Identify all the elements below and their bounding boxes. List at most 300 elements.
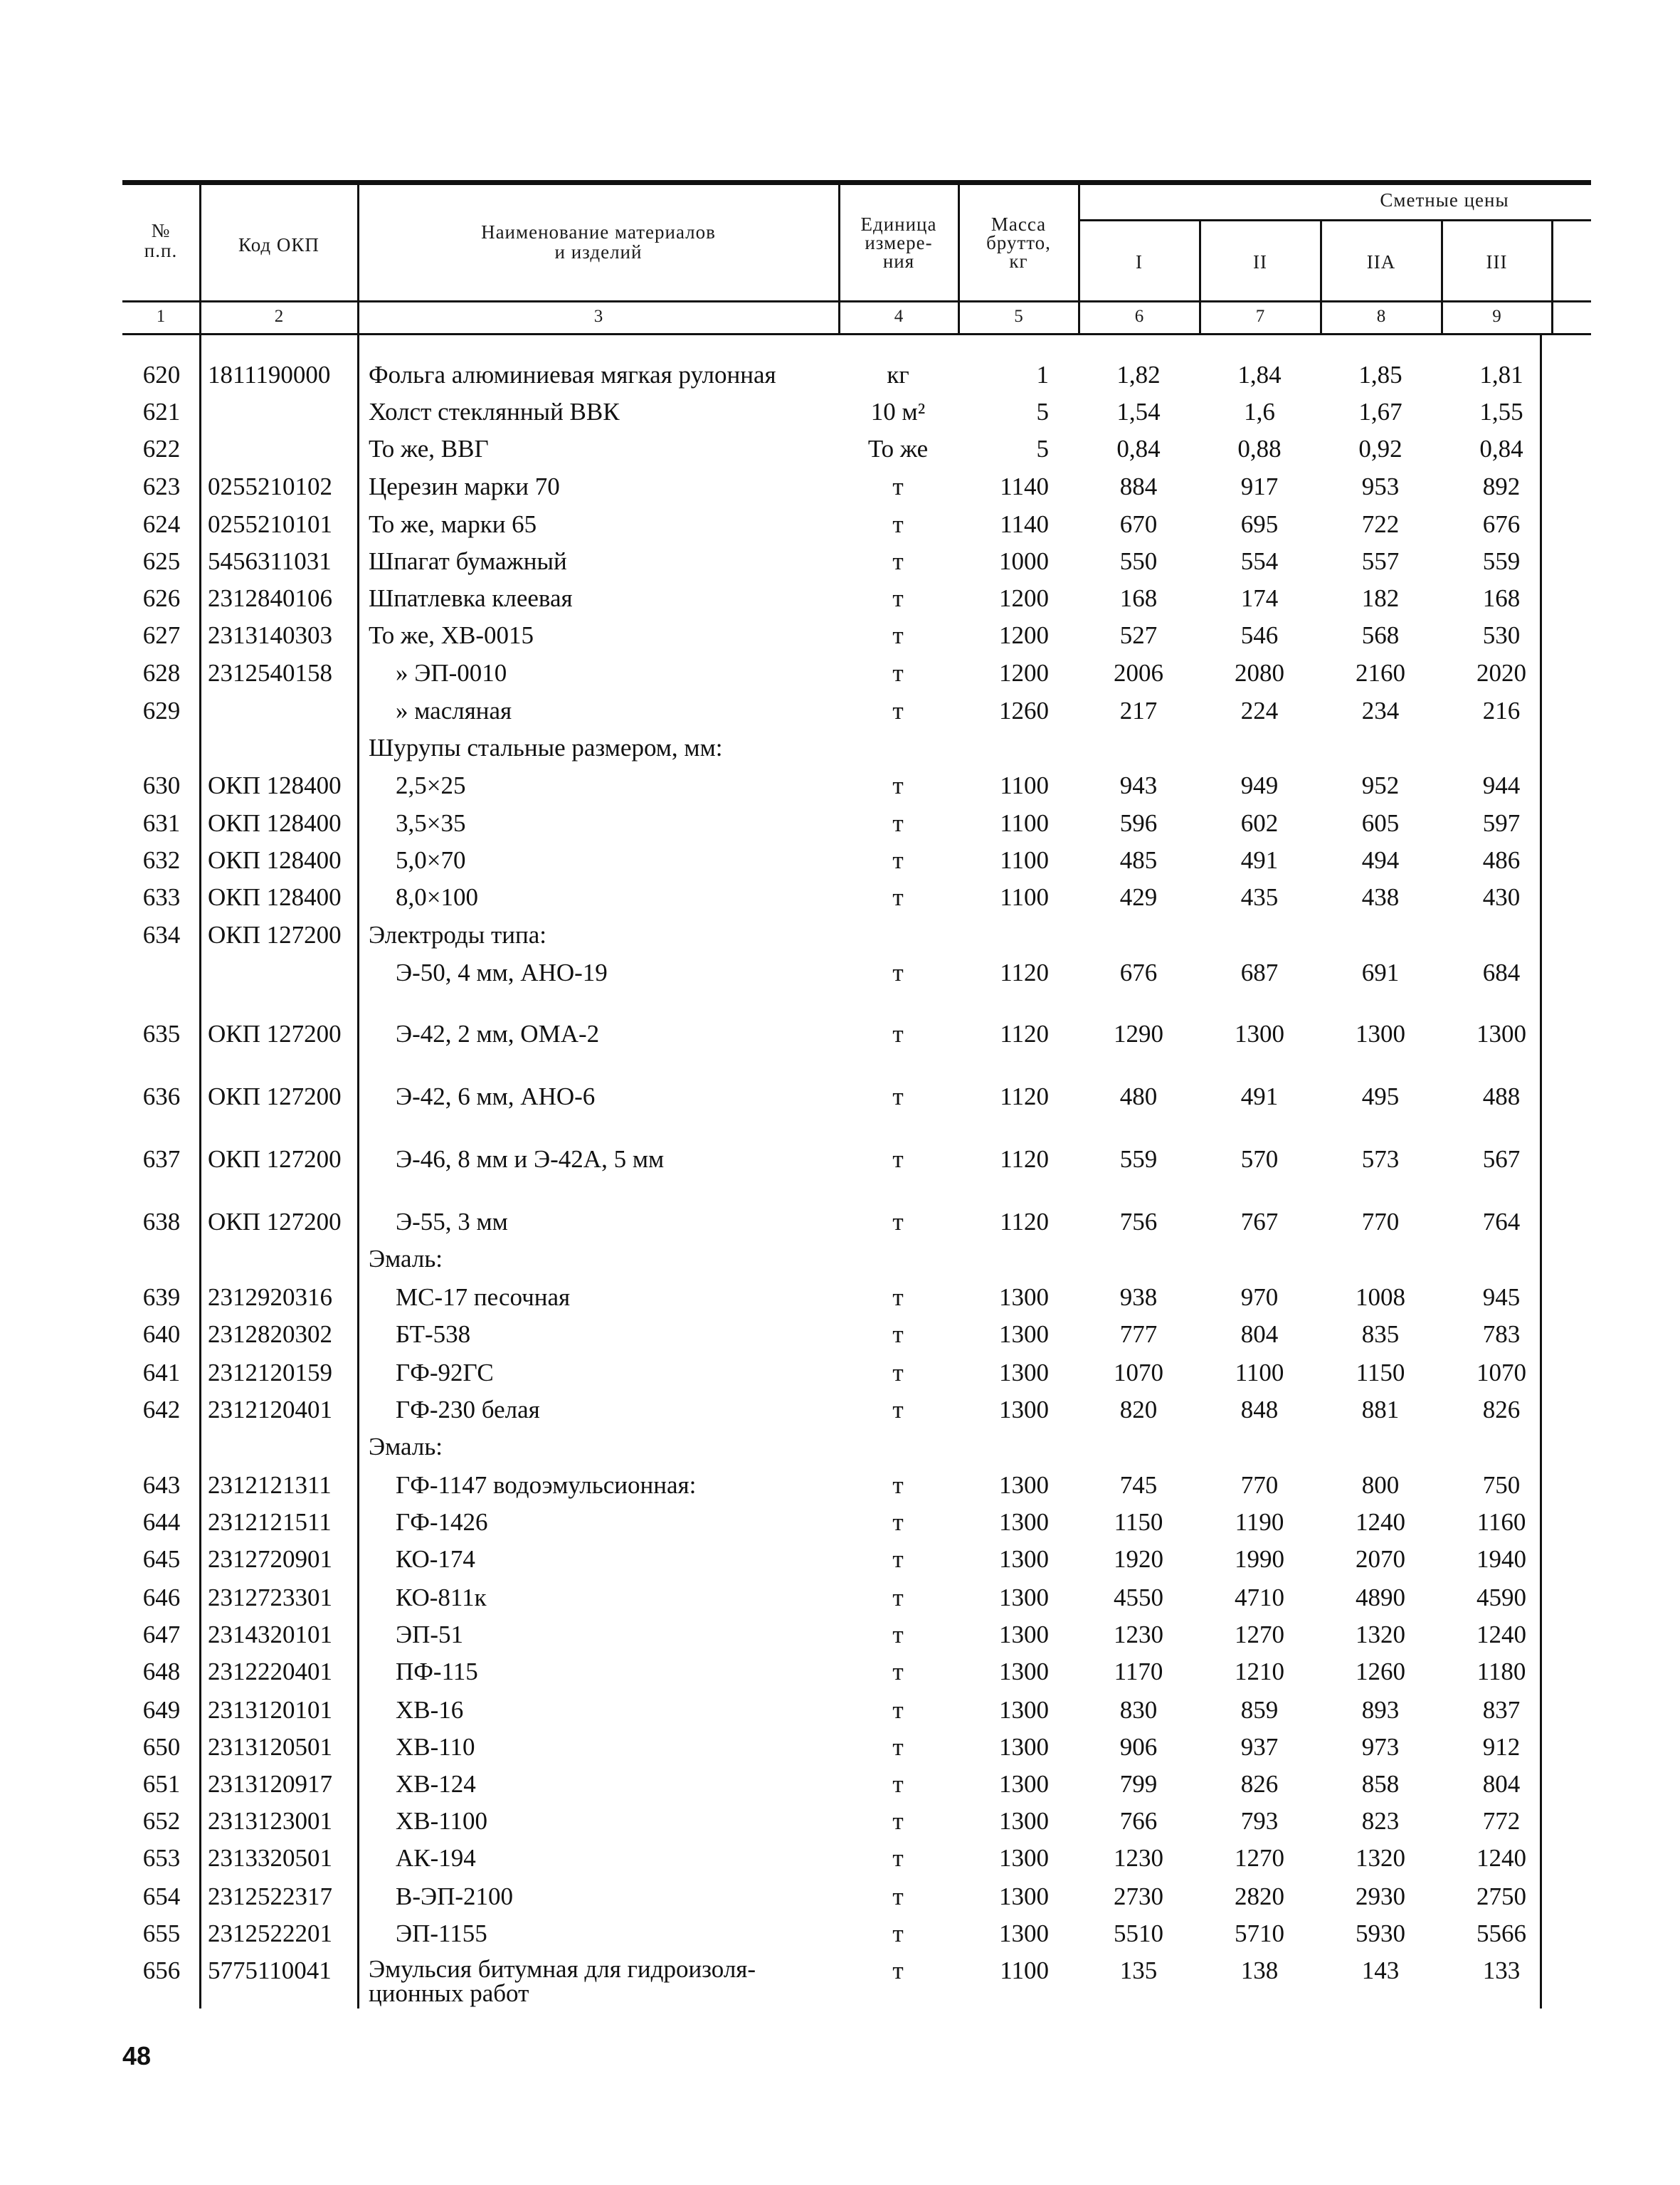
row-mass: 1120 bbox=[1000, 959, 1049, 986]
row-name: Электроды типа: bbox=[369, 921, 546, 949]
row-unit: т bbox=[892, 1770, 904, 1798]
row-price-2: 224 bbox=[1240, 697, 1279, 725]
header-group-rule bbox=[1078, 219, 1591, 221]
header-col-number: № п.п. bbox=[144, 220, 178, 261]
row-name: Церезин марки 70 bbox=[369, 473, 560, 500]
page-number: 48 bbox=[122, 2041, 152, 2070]
row-code: 2312840106 bbox=[208, 584, 332, 612]
row-price-3: 530 bbox=[1482, 621, 1521, 649]
row-number: 629 bbox=[142, 697, 181, 725]
row-price-2a: 1260 bbox=[1356, 1658, 1405, 1685]
row-price-2: 2820 bbox=[1235, 1883, 1284, 1910]
row-price-1: 596 bbox=[1119, 809, 1158, 837]
row-price-2: 793 bbox=[1240, 1807, 1279, 1835]
row-price-2a: 770 bbox=[1361, 1208, 1400, 1236]
row-price-2a: 1,67 bbox=[1358, 398, 1402, 426]
row-number: 651 bbox=[142, 1770, 181, 1798]
row-mass: 1100 bbox=[1000, 846, 1049, 874]
row-mass: 1300 bbox=[999, 1508, 1049, 1536]
row-number: 623 bbox=[142, 473, 181, 500]
row-price-2: 695 bbox=[1240, 510, 1279, 538]
column-number: 3 bbox=[593, 307, 603, 326]
row-mass: 5 bbox=[1036, 398, 1049, 426]
row-code: ОКП 127200 bbox=[208, 921, 342, 949]
row-code: 2312120401 bbox=[208, 1396, 332, 1423]
row-unit: т bbox=[892, 1584, 904, 1611]
row-mass: 1300 bbox=[999, 1584, 1049, 1611]
row-number: 642 bbox=[142, 1396, 181, 1423]
row-code: 1811190000 bbox=[208, 361, 331, 389]
row-number: 632 bbox=[142, 846, 181, 874]
row-number: 654 bbox=[142, 1883, 181, 1910]
row-price-1: 168 bbox=[1119, 584, 1158, 612]
row-unit: т bbox=[892, 1883, 904, 1910]
row-mass: 1300 bbox=[999, 1283, 1049, 1311]
row-price-3: 837 bbox=[1482, 1696, 1521, 1724]
row-name: БТ-538 bbox=[396, 1320, 471, 1348]
row-number: 628 bbox=[142, 659, 181, 687]
row-code: ОКП 128400 bbox=[208, 846, 342, 874]
row-number: 644 bbox=[142, 1508, 181, 1536]
column-number: 9 bbox=[1492, 307, 1501, 326]
row-price-3: 912 bbox=[1482, 1733, 1521, 1761]
row-price-2a: 835 bbox=[1361, 1320, 1400, 1348]
row-price-2a: 2930 bbox=[1356, 1883, 1405, 1910]
row-mass: 1300 bbox=[999, 1770, 1049, 1798]
row-mass: 1120 bbox=[1000, 1208, 1049, 1236]
row-mass: 1100 bbox=[1000, 883, 1049, 911]
header-col-unit: Единица измере- ния bbox=[860, 214, 937, 272]
row-number: 639 bbox=[142, 1283, 181, 1311]
row-price-2a: 1320 bbox=[1356, 1844, 1405, 1872]
row-number: 627 bbox=[142, 621, 181, 649]
row-name: Э-55, 3 мм bbox=[396, 1208, 508, 1236]
row-price-1: 1920 bbox=[1114, 1545, 1163, 1573]
row-number: 645 bbox=[142, 1545, 181, 1573]
row-number: 656 bbox=[142, 1957, 181, 1984]
row-price-2a: 800 bbox=[1361, 1471, 1400, 1499]
row-price-1: 0,84 bbox=[1116, 435, 1161, 463]
row-mass: 1300 bbox=[999, 1807, 1049, 1835]
row-name: » масляная bbox=[396, 697, 512, 725]
row-number: 652 bbox=[142, 1807, 181, 1835]
row-code: 2312522201 bbox=[208, 1920, 332, 1947]
row-price-2a: 234 bbox=[1361, 697, 1400, 725]
row-code: ОКП 128400 bbox=[208, 772, 342, 799]
row-code: 2312120159 bbox=[208, 1359, 332, 1386]
row-number: 633 bbox=[142, 883, 181, 911]
row-name: ЭП-1155 bbox=[396, 1920, 487, 1947]
row-price-2a: 973 bbox=[1361, 1733, 1400, 1761]
row-name: » ЭП-0010 bbox=[396, 659, 507, 687]
row-name: 5,0×70 bbox=[396, 846, 466, 874]
row-unit: т bbox=[892, 621, 904, 649]
row-price-2: 1270 bbox=[1235, 1844, 1284, 1872]
row-mass: 1300 bbox=[999, 1396, 1049, 1423]
row-price-2a: 691 bbox=[1361, 959, 1400, 986]
row-price-1: 1,54 bbox=[1116, 398, 1161, 426]
row-price-1: 2730 bbox=[1114, 1883, 1163, 1910]
row-price-3: 1070 bbox=[1476, 1359, 1526, 1386]
row-number: 640 bbox=[142, 1320, 181, 1348]
row-number: 636 bbox=[142, 1083, 181, 1110]
row-price-1: 1150 bbox=[1114, 1508, 1163, 1536]
row-price-1: 799 bbox=[1119, 1770, 1158, 1798]
row-name: Шпагат бумажный bbox=[369, 547, 567, 575]
row-name: ЭП-51 bbox=[396, 1621, 464, 1648]
row-unit: т bbox=[892, 846, 904, 874]
row-code: 2314320101 bbox=[208, 1621, 332, 1648]
row-unit: т bbox=[892, 1320, 904, 1348]
row-mass: 1260 bbox=[999, 697, 1049, 725]
header-number-rule bbox=[122, 333, 1591, 335]
row-mass: 5 bbox=[1036, 435, 1049, 463]
row-price-2a: 568 bbox=[1361, 621, 1400, 649]
row-name: Эмаль: bbox=[369, 1433, 443, 1460]
row-mass: 1300 bbox=[999, 1733, 1049, 1761]
row-price-2: 1300 bbox=[1235, 1020, 1284, 1048]
row-number: 621 bbox=[142, 398, 181, 426]
row-price-1: 756 bbox=[1119, 1208, 1158, 1236]
row-name: Эмульсия битумная для гидроизоля- ционных работ bbox=[369, 1955, 756, 2007]
row-price-2: 917 bbox=[1240, 473, 1279, 500]
row-name: Шурупы стальные размером, мм: bbox=[369, 734, 723, 762]
row-price-2: 848 bbox=[1240, 1396, 1279, 1423]
column-number: 4 bbox=[894, 307, 904, 326]
row-price-1: 2006 bbox=[1114, 659, 1163, 687]
row-number: 635 bbox=[142, 1020, 181, 1048]
row-price-2a: 1,85 bbox=[1358, 361, 1402, 389]
row-price-3: 1240 bbox=[1476, 1621, 1526, 1648]
row-mass: 1120 bbox=[1000, 1083, 1049, 1110]
row-code: ОКП 128400 bbox=[208, 883, 342, 911]
row-mass: 1300 bbox=[999, 1471, 1049, 1499]
row-name: Э-50, 4 мм, АНО-19 bbox=[396, 959, 608, 986]
row-name: МС-17 песочная bbox=[396, 1283, 571, 1311]
row-price-2: 138 bbox=[1240, 1957, 1279, 1984]
row-price-3: 676 bbox=[1482, 510, 1521, 538]
row-price-2: 602 bbox=[1240, 809, 1279, 837]
row-price-2: 174 bbox=[1240, 584, 1279, 612]
row-name: Э-46, 8 мм и Э-42А, 5 мм bbox=[396, 1145, 665, 1173]
row-price-2: 2080 bbox=[1235, 659, 1284, 687]
row-price-1: 1230 bbox=[1114, 1844, 1163, 1872]
row-unit: т bbox=[892, 1359, 904, 1386]
row-price-1: 777 bbox=[1119, 1320, 1158, 1348]
row-number: 647 bbox=[142, 1621, 181, 1648]
row-unit: т bbox=[892, 510, 904, 538]
row-price-1: 745 bbox=[1119, 1471, 1158, 1499]
row-price-3: 1240 bbox=[1476, 1844, 1526, 1872]
header-bottom-rule bbox=[122, 300, 1591, 302]
row-number: 637 bbox=[142, 1145, 181, 1173]
row-price-3: 597 bbox=[1482, 809, 1521, 837]
row-price-2a: 858 bbox=[1361, 1770, 1400, 1798]
row-price-1: 480 bbox=[1119, 1083, 1158, 1110]
row-price-3: 684 bbox=[1482, 959, 1521, 986]
row-price-2: 554 bbox=[1240, 547, 1279, 575]
row-price-2: 949 bbox=[1240, 772, 1279, 799]
column-number: 2 bbox=[274, 307, 284, 326]
row-price-1: 559 bbox=[1119, 1145, 1158, 1173]
row-unit: т bbox=[892, 1920, 904, 1947]
row-price-2: 546 bbox=[1240, 621, 1279, 649]
row-price-1: 906 bbox=[1119, 1733, 1158, 1761]
header-col-code: Код ОКП bbox=[238, 234, 319, 256]
row-mass: 1300 bbox=[999, 1844, 1049, 1872]
row-number: 624 bbox=[142, 510, 181, 538]
row-code: 2312121511 bbox=[208, 1508, 332, 1536]
row-name: ХВ-1100 bbox=[396, 1807, 487, 1835]
row-code: 2313123001 bbox=[208, 1807, 332, 1835]
row-price-3: 4590 bbox=[1476, 1584, 1526, 1611]
header-col-price-3: III bbox=[1486, 251, 1508, 273]
row-unit: т bbox=[892, 659, 904, 687]
row-price-3: 945 bbox=[1482, 1283, 1521, 1311]
row-price-3: 826 bbox=[1482, 1396, 1521, 1423]
row-code: 2312920316 bbox=[208, 1283, 332, 1311]
header-col-price-1: I bbox=[1136, 251, 1143, 273]
row-name: ГФ-92ГС bbox=[396, 1359, 494, 1386]
row-number: 625 bbox=[142, 547, 181, 575]
row-price-2: 804 bbox=[1240, 1320, 1279, 1348]
row-code: 2312220401 bbox=[208, 1658, 332, 1685]
row-price-2a: 1300 bbox=[1356, 1020, 1405, 1048]
row-price-1: 4550 bbox=[1114, 1584, 1163, 1611]
row-price-2a: 557 bbox=[1361, 547, 1400, 575]
row-code: 2312540158 bbox=[208, 659, 332, 687]
row-mass: 1120 bbox=[1000, 1020, 1049, 1048]
row-unit: т bbox=[892, 473, 904, 500]
row-price-1: 943 bbox=[1119, 772, 1158, 799]
row-price-2a: 893 bbox=[1361, 1696, 1400, 1724]
row-mass: 1300 bbox=[999, 1359, 1049, 1386]
row-price-1: 820 bbox=[1119, 1396, 1158, 1423]
row-price-3: 944 bbox=[1482, 772, 1521, 799]
row-number: 650 bbox=[142, 1733, 181, 1761]
row-number: 646 bbox=[142, 1584, 181, 1611]
row-price-2a: 953 bbox=[1361, 473, 1400, 500]
row-price-1: 217 bbox=[1119, 697, 1158, 725]
header-col-price-2a: IIА bbox=[1366, 251, 1396, 273]
row-price-3: 133 bbox=[1482, 1957, 1521, 1984]
row-price-2a: 495 bbox=[1361, 1083, 1400, 1110]
row-code: ОКП 127200 bbox=[208, 1208, 342, 1236]
row-code: 2312522317 bbox=[208, 1883, 332, 1910]
row-price-2a: 1320 bbox=[1356, 1621, 1405, 1648]
row-mass: 1 bbox=[1036, 361, 1049, 389]
row-name: 8,0×100 bbox=[396, 883, 478, 911]
row-number: 653 bbox=[142, 1844, 181, 1872]
row-name: Холст стеклянный ВВК bbox=[369, 398, 620, 426]
row-price-2a: 952 bbox=[1361, 772, 1400, 799]
row-unit: т bbox=[892, 1658, 904, 1685]
row-price-2a: 823 bbox=[1361, 1807, 1400, 1835]
row-price-2a: 2160 bbox=[1356, 659, 1405, 687]
row-price-2a: 4890 bbox=[1356, 1584, 1405, 1611]
row-price-2a: 1008 bbox=[1356, 1283, 1405, 1311]
row-price-2a: 143 bbox=[1361, 1957, 1400, 1984]
row-price-2: 1210 bbox=[1235, 1658, 1284, 1685]
row-mass: 1300 bbox=[999, 1621, 1049, 1648]
row-name: То же, марки 65 bbox=[369, 510, 537, 538]
row-unit: т bbox=[892, 1957, 904, 1984]
row-price-2: 859 bbox=[1240, 1696, 1279, 1724]
row-price-3: 772 bbox=[1482, 1807, 1521, 1835]
row-code: 2313120917 bbox=[208, 1770, 332, 1798]
row-unit: т bbox=[892, 584, 904, 612]
row-mass: 1300 bbox=[999, 1320, 1049, 1348]
row-price-1: 1170 bbox=[1114, 1658, 1163, 1685]
row-name: Шпатлевка клеевая bbox=[369, 584, 573, 612]
row-price-3: 559 bbox=[1482, 547, 1521, 575]
row-name: ХВ-110 bbox=[396, 1733, 475, 1761]
row-price-1: 1290 bbox=[1114, 1020, 1163, 1048]
row-price-2: 1190 bbox=[1235, 1508, 1284, 1536]
row-price-3: 1160 bbox=[1476, 1508, 1526, 1536]
row-unit: кг bbox=[887, 361, 909, 389]
row-price-3: 1180 bbox=[1476, 1658, 1526, 1685]
header-group-prices: Сметные цены bbox=[1380, 189, 1509, 211]
row-number: 631 bbox=[142, 809, 181, 837]
row-price-2: 1100 bbox=[1235, 1359, 1284, 1386]
row-price-3: 0,84 bbox=[1479, 435, 1523, 463]
row-price-2: 5710 bbox=[1235, 1920, 1284, 1947]
row-number: 620 bbox=[142, 361, 181, 389]
row-code: 2312723301 bbox=[208, 1584, 332, 1611]
row-mass: 1140 bbox=[1000, 473, 1049, 500]
row-number: 655 bbox=[142, 1920, 181, 1947]
row-price-1: 1,82 bbox=[1116, 361, 1161, 389]
row-code: 2312820302 bbox=[208, 1320, 332, 1348]
row-number: 634 bbox=[142, 921, 181, 949]
row-price-3: 488 bbox=[1482, 1083, 1521, 1110]
row-price-2a: 0,92 bbox=[1358, 435, 1402, 463]
row-code: 0255210102 bbox=[208, 473, 332, 500]
row-mass: 1200 bbox=[999, 584, 1049, 612]
row-price-2: 570 bbox=[1240, 1145, 1279, 1173]
row-number: 641 bbox=[142, 1359, 181, 1386]
row-code: ОКП 128400 bbox=[208, 809, 342, 837]
table-top-rule bbox=[122, 180, 1591, 185]
row-unit: т bbox=[892, 1844, 904, 1872]
row-price-2a: 573 bbox=[1361, 1145, 1400, 1173]
row-price-1: 884 bbox=[1119, 473, 1158, 500]
row-price-1: 766 bbox=[1119, 1807, 1158, 1835]
row-price-1: 1070 bbox=[1114, 1359, 1163, 1386]
row-price-2: 826 bbox=[1240, 1770, 1279, 1798]
column-number: 8 bbox=[1376, 307, 1386, 326]
row-number: 626 bbox=[142, 584, 181, 612]
row-name: ГФ-1147 водоэмульсионная: bbox=[396, 1471, 697, 1499]
row-code: ОКП 127200 bbox=[208, 1083, 342, 1110]
row-name: То же, ХВ-0015 bbox=[369, 621, 534, 649]
row-code: 2313120101 bbox=[208, 1696, 332, 1724]
row-unit: т bbox=[892, 1396, 904, 1423]
row-price-3: 1300 bbox=[1476, 1020, 1526, 1048]
row-number: 649 bbox=[142, 1696, 181, 1724]
row-price-2a: 494 bbox=[1361, 846, 1400, 874]
row-mass: 1300 bbox=[999, 1920, 1049, 1947]
row-price-3: 2750 bbox=[1476, 1883, 1526, 1910]
column-number: 6 bbox=[1134, 307, 1144, 326]
row-price-3: 430 bbox=[1482, 883, 1521, 911]
row-price-3: 783 bbox=[1482, 1320, 1521, 1348]
row-price-1: 550 bbox=[1119, 547, 1158, 575]
row-number: 630 bbox=[142, 772, 181, 799]
row-unit: т bbox=[892, 1545, 904, 1573]
row-code: 2313140303 bbox=[208, 621, 332, 649]
row-code: 0255210101 bbox=[208, 510, 332, 538]
row-number: 638 bbox=[142, 1208, 181, 1236]
row-unit: т bbox=[892, 1733, 904, 1761]
row-mass: 1300 bbox=[999, 1696, 1049, 1724]
row-unit: т bbox=[892, 1020, 904, 1048]
row-price-3: 804 bbox=[1482, 1770, 1521, 1798]
row-price-2: 687 bbox=[1240, 959, 1279, 986]
row-price-2: 0,88 bbox=[1237, 435, 1282, 463]
row-unit: т bbox=[892, 1696, 904, 1724]
header-col-price-2: II bbox=[1253, 251, 1267, 273]
row-price-1: 1230 bbox=[1114, 1621, 1163, 1648]
row-price-2a: 182 bbox=[1361, 584, 1400, 612]
row-price-1: 5510 bbox=[1114, 1920, 1163, 1947]
row-code: 5775110041 bbox=[208, 1957, 332, 1984]
row-mass: 1300 bbox=[999, 1658, 1049, 1685]
row-price-3: 764 bbox=[1482, 1208, 1521, 1236]
row-unit: т bbox=[892, 1621, 904, 1648]
row-unit: т bbox=[892, 1145, 904, 1173]
row-price-1: 135 bbox=[1119, 1957, 1158, 1984]
row-name: Эмаль: bbox=[369, 1245, 443, 1273]
row-price-2a: 2070 bbox=[1356, 1545, 1405, 1573]
row-mass: 1200 bbox=[999, 621, 1049, 649]
row-name: АК-194 bbox=[396, 1844, 476, 1872]
row-price-3: 5566 bbox=[1476, 1920, 1526, 1947]
row-unit: т bbox=[892, 1083, 904, 1110]
row-unit: т bbox=[892, 697, 904, 725]
row-price-2: 1,6 bbox=[1244, 398, 1275, 426]
row-price-2: 491 bbox=[1240, 1083, 1279, 1110]
row-code: 2313120501 bbox=[208, 1733, 332, 1761]
row-code: ОКП 127200 bbox=[208, 1145, 342, 1173]
row-price-2: 1,84 bbox=[1237, 361, 1282, 389]
row-price-3: 1,55 bbox=[1479, 398, 1523, 426]
row-number: 622 bbox=[142, 435, 181, 463]
row-name: ПФ-115 bbox=[396, 1658, 478, 1685]
row-mass: 1100 bbox=[1000, 1957, 1049, 1984]
row-name: КО-811к bbox=[396, 1584, 487, 1611]
row-code: 2313320501 bbox=[208, 1844, 332, 1872]
row-name: ГФ-230 белая bbox=[396, 1396, 540, 1423]
row-number: 648 bbox=[142, 1658, 181, 1685]
column-number: 7 bbox=[1255, 307, 1265, 326]
row-mass: 1100 bbox=[1000, 809, 1049, 837]
row-name: ХВ-124 bbox=[396, 1770, 476, 1798]
row-mass: 1100 bbox=[1000, 772, 1049, 799]
row-mass: 1120 bbox=[1000, 1145, 1049, 1173]
row-price-2a: 1240 bbox=[1356, 1508, 1405, 1536]
row-price-1: 830 bbox=[1119, 1696, 1158, 1724]
row-unit: т bbox=[892, 1471, 904, 1499]
row-price-3: 892 bbox=[1482, 473, 1521, 500]
row-name: 2,5×25 bbox=[396, 772, 466, 799]
row-price-2: 4710 bbox=[1235, 1584, 1284, 1611]
header-col-mass: Масса брутто, кг bbox=[986, 214, 1051, 272]
row-name: Фольга алюминиевая мягкая рулонная bbox=[369, 361, 776, 389]
row-code: 2312121311 bbox=[208, 1471, 332, 1499]
row-price-1: 670 bbox=[1119, 510, 1158, 538]
